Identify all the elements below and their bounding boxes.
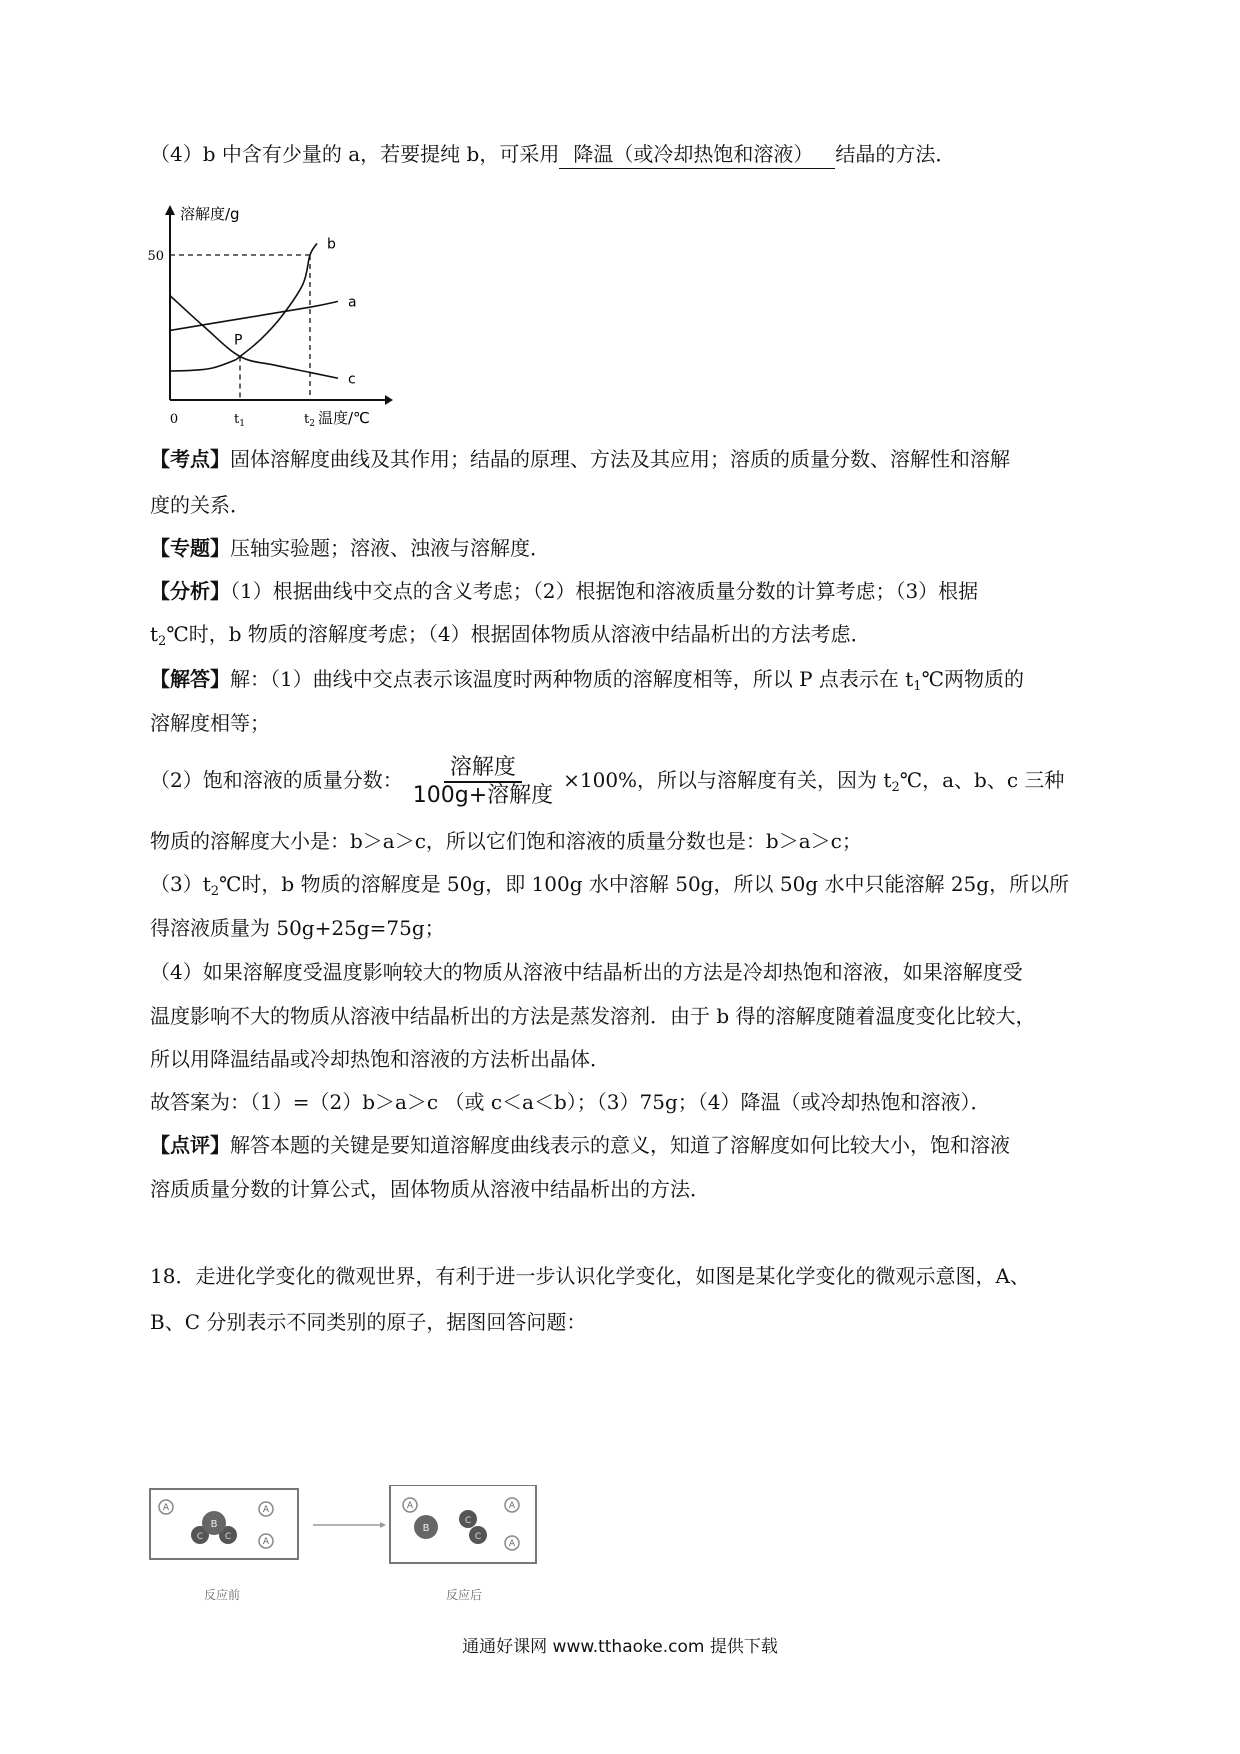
jieda-line-7 <box>150 958 1023 986</box>
jieda-p3c: 得溶液质量为 50g+25g=75g； <box>150 916 445 940</box>
micro-reaction-diagram <box>148 1485 568 1605</box>
jieda-tag: 【解答】 <box>150 667 230 691</box>
atom-a <box>505 1498 519 1512</box>
q18-text-1: 18．走进化学变化的微观世界，有利于进一步认识化学变化，如图是某化学变化的微观示意图，A、 <box>150 1264 1030 1288</box>
atom-c-label: C <box>224 1532 232 1542</box>
atom-c-label: C <box>464 1516 472 1526</box>
jieda-p1sub: 1 <box>913 679 922 694</box>
dianping-text-2: 溶质质量分数的计算公式，固体物质从溶液中结晶析出的方法． <box>150 1177 710 1201</box>
curve-c <box>170 296 338 379</box>
fenxi-sub: 2 <box>158 634 167 649</box>
molecule-ba <box>414 1515 438 1539</box>
dianping-tag: 【点评】 <box>150 1133 230 1157</box>
svg-text:A: A <box>262 1537 270 1547</box>
jieda-p2sub: 2 <box>891 780 900 795</box>
svg-text:A: A <box>508 1501 516 1511</box>
chart-labels <box>147 205 369 429</box>
x-tick-subscript: 2 <box>309 419 315 429</box>
dianping-line-1 <box>150 1131 1010 1159</box>
kaodian-line-2 <box>150 491 250 519</box>
curve-a <box>170 301 338 330</box>
after-label: 反应后 <box>446 1588 483 1602</box>
molecule-cc <box>459 1510 487 1544</box>
zhuanti-text: 压轴实验题；溶液、浊液与溶解度． <box>230 536 550 560</box>
jieda-line-4 <box>150 827 862 855</box>
before-label: 反应前 <box>204 1588 241 1602</box>
svg-text:A: A <box>406 1501 414 1511</box>
formula-numerator: 溶解度 <box>444 755 522 783</box>
jieda-line-6 <box>150 914 445 942</box>
after-panel <box>390 1485 536 1563</box>
jieda-p2a: （2）饱和溶液的质量分数： <box>150 768 403 792</box>
atom-c-label: C <box>474 1532 482 1542</box>
jieda-p3sub: 2 <box>210 884 220 899</box>
chart-curves <box>170 243 338 378</box>
jieda-p3a: （3）t <box>150 872 211 896</box>
zhuanti-line <box>150 534 550 562</box>
jieda-line-3 <box>150 752 1064 816</box>
arrow-head-icon <box>380 1522 386 1528</box>
x-axis-arrow-icon <box>385 395 393 405</box>
mass-fraction-formula <box>407 755 559 809</box>
jieda-p4a: （4）如果溶解度受温度影响较大的物质从溶液中结晶析出的方法是冷却热饱和溶液，如果溶解度受 <box>150 960 1023 984</box>
atom-b-label: B <box>422 1523 430 1534</box>
final-answer-line <box>150 1088 990 1116</box>
q18-line-2 <box>150 1308 586 1336</box>
jieda-line-8 <box>150 1002 1036 1030</box>
zhuanti-tag: 【专题】 <box>150 536 230 560</box>
jieda-line-1 <box>150 665 1024 701</box>
fenxi-line-2 <box>150 620 871 656</box>
q4-line <box>150 140 955 169</box>
kaodian-text-1: 固体溶解度曲线及其作用；结晶的原理、方法及其应用；溶质的质量分数、溶解性和溶解 <box>230 447 1010 471</box>
jieda-p1b: ℃两物质的 <box>921 667 1024 691</box>
atom-a <box>505 1536 519 1550</box>
fenxi-line-1 <box>150 577 978 605</box>
svg-text:A: A <box>162 1503 170 1513</box>
q4-suffix: 结晶的方法． <box>835 142 956 166</box>
fenxi-text-2: ℃时，b 物质的溶解度考虑；（4）根据固体物质从溶液中结晶析出的方法考虑． <box>166 622 871 646</box>
solubility-chart <box>140 205 400 435</box>
q4-prefix: （4）b 中含有少量的 a，若要提纯 b，可采用 <box>150 142 560 166</box>
jieda-p1c: 溶解度相等； <box>150 711 270 735</box>
jieda-line-9 <box>150 1045 610 1073</box>
curve-label-a: a <box>348 294 357 311</box>
final-answer: 故答案为：（1）=（2）b＞a＞c （或 c＜a＜b）；（3）75g；（4）降温（或冷却热饱和溶液）． <box>150 1090 991 1114</box>
curve-label-c: c <box>348 371 356 388</box>
fenxi-text-1: （1）根据曲线中交点的含义考虑；（2）根据饱和溶液质量分数的计算考虑；（3）根据 <box>230 579 979 603</box>
q18-text-2: B、C 分别表示不同类别的原子，据图回答问题： <box>150 1310 587 1334</box>
jieda-p1a: 解：（1）曲线中交点表示该温度时两种物质的溶解度相等，所以 P 点表示在 t <box>230 667 914 691</box>
molecule-bcc <box>191 1511 237 1544</box>
jieda-p2b: ×100%，所以与溶解度有关，因为 t <box>563 768 892 792</box>
curve-label-b: b <box>327 236 336 253</box>
jieda-line-2 <box>150 709 270 737</box>
kaodian-text-2: 度的关系． <box>150 493 250 517</box>
before-panel <box>150 1489 298 1559</box>
fenxi-t: t <box>150 622 159 646</box>
y-axis-arrow-icon <box>165 205 175 215</box>
jieda-p4b: 温度影响不大的物质从溶液中结晶析出的方法是蒸发溶剂．由于 b 得的溶解度随着温度变化比较大， <box>150 1004 1036 1028</box>
x-axis-label: 温度/℃ <box>318 409 370 427</box>
atom-a <box>403 1498 417 1512</box>
formula-denominator: 100g+溶解度 <box>412 782 554 808</box>
q18-line-1 <box>150 1262 1030 1290</box>
q4-answer: 降温（或冷却热饱和溶液） <box>559 140 835 169</box>
y-tick-label: 50 <box>147 249 164 264</box>
atom-b-label: B <box>210 1519 218 1530</box>
fenxi-tag: 【分析】 <box>150 579 230 603</box>
svg-text:A: A <box>508 1539 516 1549</box>
atom-a <box>259 1502 273 1516</box>
atom-c-label: C <box>196 1532 204 1542</box>
dianping-line-2 <box>150 1175 710 1203</box>
y-axis-label: 溶解度/g <box>180 205 240 223</box>
x-tick-subscript: 1 <box>239 419 245 429</box>
curve-b <box>170 243 317 371</box>
dianping-text-1: 解答本题的关键是要知道溶解度曲线表示的意义，知道了溶解度如何比较大小，饱和溶液 <box>230 1133 1010 1157</box>
footer: 通通好课网 www.tthaoke.com 提供下载 <box>462 1637 778 1657</box>
jieda-p2c: ℃，a、b、c 三种 <box>899 768 1065 792</box>
jieda-p4c: 所以用降温结晶或冷却热饱和溶液的方法析出晶体． <box>150 1047 610 1071</box>
x-tick-label: $t_2$ <box>304 412 315 429</box>
jieda-line-5 <box>150 870 1069 906</box>
point-p-label: P <box>234 332 243 349</box>
atom-a <box>159 1500 173 1514</box>
kaodian-tag: 【考点】 <box>150 447 230 471</box>
kaodian-line-1 <box>150 445 1010 473</box>
chart-axes <box>165 205 393 405</box>
jieda-p2d: 物质的溶解度大小是：b＞a＞c，所以它们饱和溶液的质量分数也是：b＞a＞c； <box>150 829 862 853</box>
atom-a <box>259 1534 273 1548</box>
x-tick-label: $t_1$ <box>234 412 245 429</box>
svg-text:A: A <box>262 1505 270 1515</box>
jieda-p3b: ℃时，b 物质的溶解度是 50g，即 100g 水中溶解 50g，所以 50g 水中只能溶解 25g，所以所 <box>219 872 1070 896</box>
x-tick-label: 0 <box>169 412 179 427</box>
